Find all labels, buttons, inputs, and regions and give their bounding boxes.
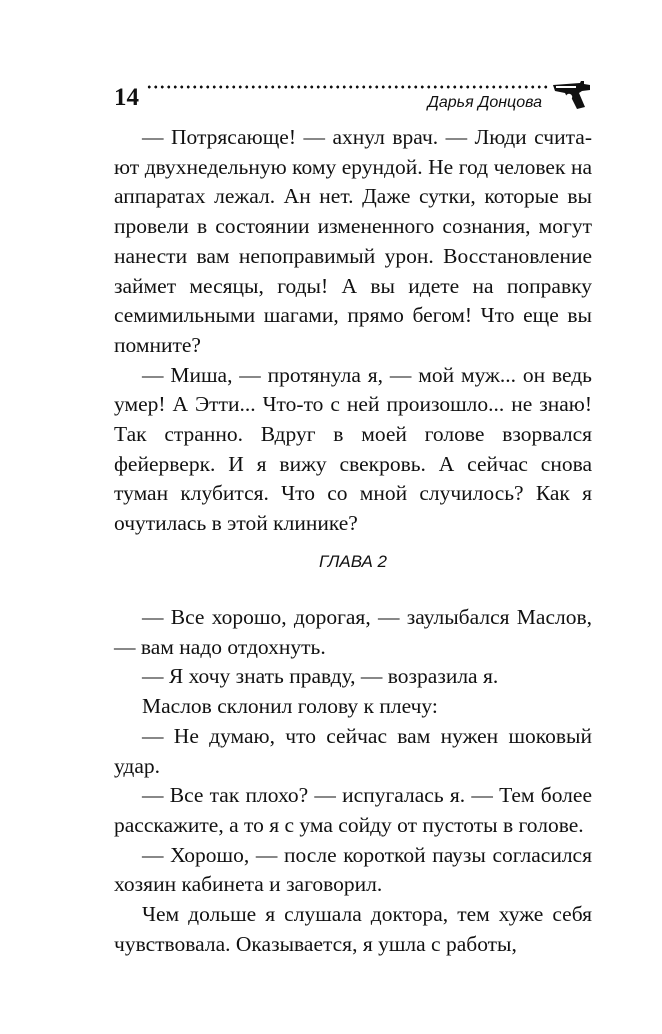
text-block-before-chapter (114, 123, 592, 539)
paragraph: — Хорошо, — после короткой паузы согласился хозяин кабинета и заговорил. (114, 842, 592, 897)
text-block-after-chapter (114, 603, 592, 959)
paragraph: — Не думаю, что сейчас вам нужен шоковый удар. (114, 723, 592, 778)
paragraph: Маслов склонил голову к плечу: (142, 694, 438, 719)
paragraph: — Все хорошо, дорогая, — заулыбался Маслов, — вам надо отдохнуть. (114, 605, 592, 659)
chapter-title: ГЛАВА 2 (319, 552, 387, 571)
paragraph: — Потрясающе! — ахнул врач. — Люди считают двухнедельную кому ерундой. Не год человек на аппаратах лежал. Ан нет. Даже сутки, которые вы провели в состоянии измененного сознания, могут нанести вам непоправимый урон. Восстановление займет месяцы, годы! А вы идете на поправку семимильными шагами, прямо бегом! Что еще вы помните? (114, 125, 592, 357)
paragraph: — Миша, — протянула я, — мой муж... он ведь умер! А Этти... Что-то с ней произошло... не знаю! Так странно. Вдруг в моей голове взорвался фейерверк. И я вижу свекровь. А сейчас снова туман клубится. Что со мной случилось? Как я очутилась в этой клинике? (114, 362, 592, 536)
paragraph: — Я хочу знать правду, — возразила я. (142, 664, 499, 689)
paragraph: Чем дольше я слушала доктора, тем хуже себя чувствовала. Оказывается, я ушла с работы, (114, 902, 592, 956)
author-name: Дарья Донцова (427, 94, 542, 111)
revolver-icon (552, 80, 592, 110)
paragraph: — Все так плохо? — испугалась я. — Тем более расскажите, а то я с ума сойду от пустоты в голове. (114, 783, 592, 837)
dotted-rule (146, 85, 550, 89)
page-number: 14 (114, 84, 139, 111)
